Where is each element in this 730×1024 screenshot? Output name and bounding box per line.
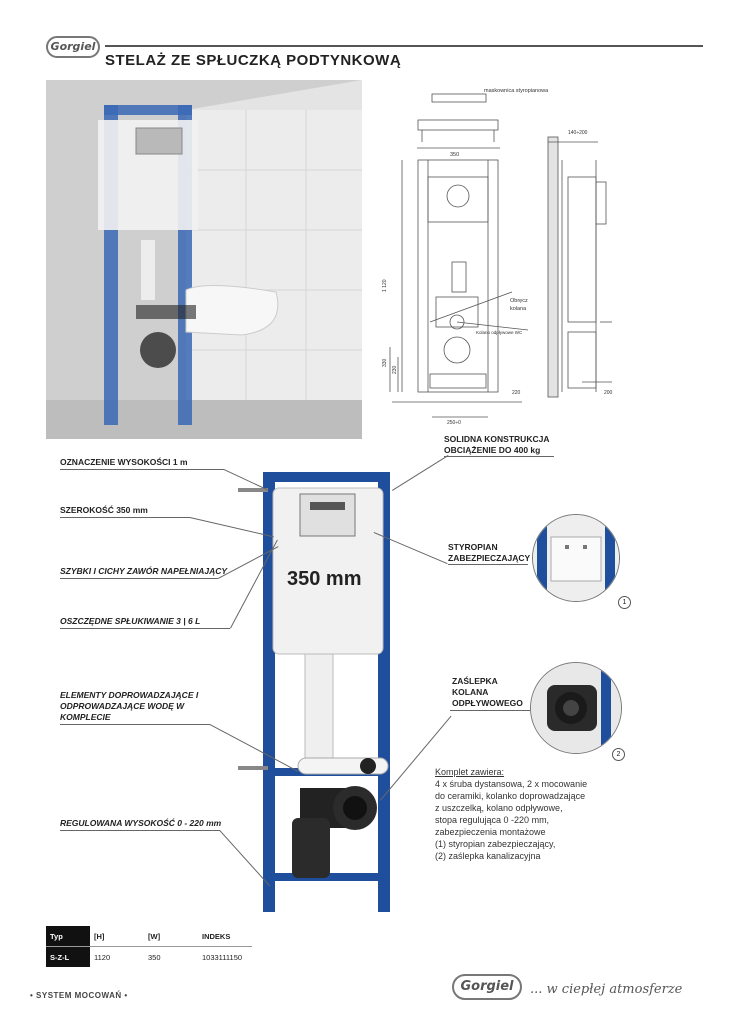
technical-drawing: [372, 82, 630, 427]
drawing-230-dim: 230: [392, 365, 398, 374]
detail-1-marker: 1: [618, 596, 631, 609]
kit-line: (2) zaślepka kanalizacyjna: [435, 851, 541, 861]
label-width: SZEROKOŚĆ 350 mm: [60, 505, 148, 515]
footer-section: • SYSTEM MOCOWAŃ •: [30, 991, 128, 1000]
label-flush: OSZCZĘDNE SPŁUKIWANIE 3 | 6 L: [60, 616, 201, 626]
label-elements: ELEMENTY DOPROWADZAJĄCE I ODPROWADZAJĄCE WODĘ W KOMPLECIE: [60, 690, 199, 722]
kit-contents: [435, 766, 635, 862]
product-photo: [46, 80, 362, 439]
leader-solid: [444, 456, 554, 457]
leader-flush: [60, 628, 230, 629]
table-row: [46, 947, 252, 968]
kit-line: zabezpieczenia montażowe: [435, 827, 546, 837]
spec-table: [46, 926, 252, 967]
brand-logo: Gorgiel: [46, 36, 100, 58]
leader-width: [60, 517, 190, 518]
drawing-ring-label-2: kolana: [510, 306, 527, 312]
cell-w: 350: [148, 952, 161, 962]
kit-line: do ceramiki, kolanko doprowadzające: [435, 791, 586, 801]
cell-index: 1033111150: [202, 952, 243, 962]
leader-elements: [60, 724, 210, 725]
detail-cap: [530, 662, 622, 754]
drawing-mask-label: maskownica styropianowa: [484, 88, 549, 94]
page-title: STELAŻ ZE SPŁUCZKĄ PODTYNKOWĄ: [105, 52, 402, 69]
kit-line: (1) styropian zabezpieczający,: [435, 839, 556, 849]
leader-styrofoam: [448, 564, 528, 565]
detail-styrofoam: [532, 514, 620, 602]
label-valve: SZYBKI I CICHY ZAWÓR NAPEŁNIAJĄCY: [60, 566, 228, 576]
col-type: Typ: [46, 926, 90, 947]
drawing-width-dim: 350: [450, 152, 460, 158]
footer-slogan: ... w ciepłej atmosferze: [530, 982, 683, 997]
leader-adjustable: [60, 830, 220, 831]
drawing-top-dim: 140÷200: [568, 130, 588, 136]
leader-height-mark: [60, 469, 224, 470]
leader-valve: [60, 578, 218, 579]
kit-line: z uszczelką, kolano odpływowe,: [435, 803, 563, 813]
kit-heading: Komplet zawiera:: [435, 767, 505, 777]
header-rule: [105, 45, 703, 47]
label-solid: SOLIDNA KONSTRUKCJA OBCIĄŻENIE DO 400 kg: [444, 434, 550, 455]
drawing-bottom-dim: 250÷0: [447, 420, 461, 426]
label-cap: ZAŚLEPKA KOLANA ODPŁYWOWEGO: [452, 676, 523, 708]
drawing-330-dim: 330: [382, 358, 388, 367]
drawing-200-dim: 200: [604, 390, 613, 396]
spec-table-header: [46, 926, 252, 947]
width-overlay-text: 350 mm: [287, 568, 362, 590]
col-index: INDEKS: [198, 926, 252, 947]
col-h: [H]: [90, 926, 144, 947]
footer-brand-logo: Gorgiel: [452, 974, 522, 1000]
col-w: [W]: [144, 926, 198, 947]
drawing-220-dim: 220: [512, 390, 521, 396]
kit-line: 4 x śruba dystansowa, 2 x mocowanie: [435, 779, 588, 789]
kit-line: stopa regulująca 0 -220 mm,: [435, 815, 550, 825]
cell-type: S-Z-L: [46, 947, 90, 968]
detail-2-marker: 2: [612, 748, 625, 761]
label-styrofoam: STYROPIAN ZABEZPIECZAJĄCY: [448, 542, 531, 563]
leader-cap: [450, 710, 530, 711]
drawing-height-dim: 1 120: [382, 279, 388, 292]
cell-h: 1120: [94, 952, 111, 962]
drawing-ring-label-1: Obręcz: [510, 298, 528, 304]
label-height-mark: OZNACZENIE WYSOKOŚCI 1 m: [60, 457, 188, 467]
label-adjustable: REGULOWANA WYSOKOŚĆ 0 - 220 mm: [60, 818, 222, 828]
drawing-elbow-label: Kolano odpływowe WC: [476, 330, 523, 335]
